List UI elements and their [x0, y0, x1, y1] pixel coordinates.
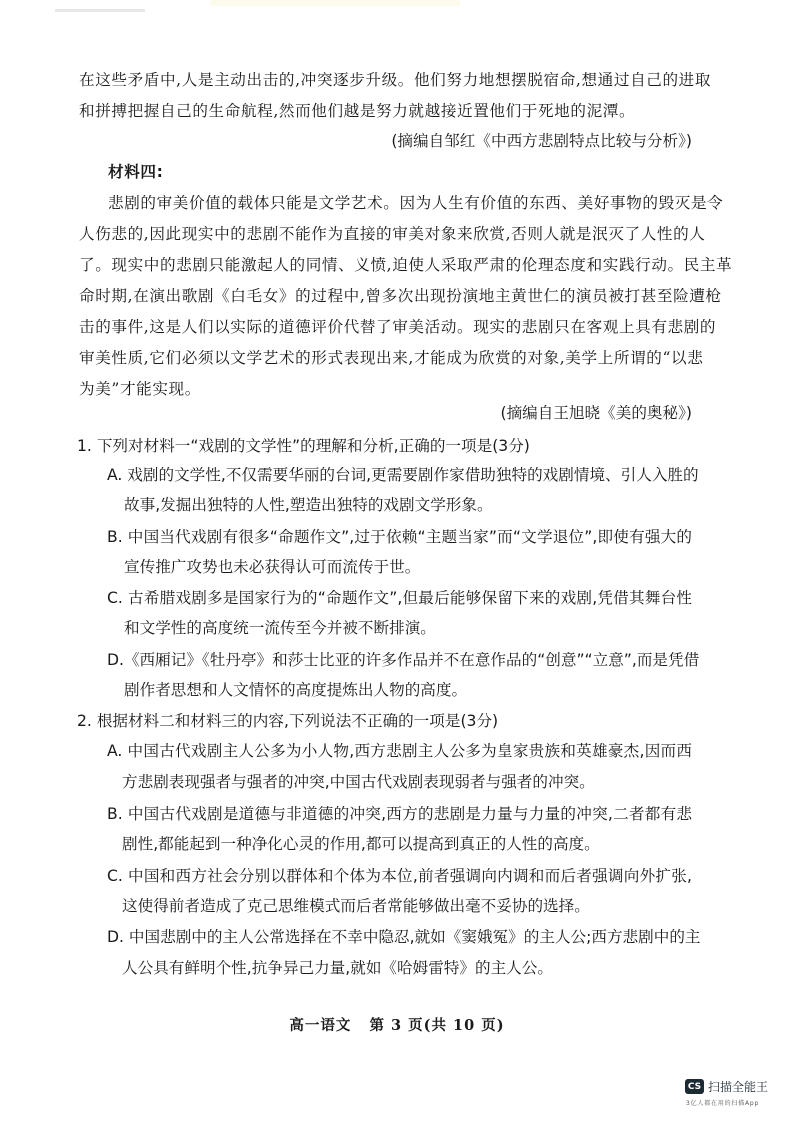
option-d: D.《西厢记》《牡丹亭》和莎士比亚的许多作品并不在意作品的“创意”“立意”,而是凭借 — [107, 651, 700, 669]
option-b: B. 中国当代戏剧有很多“命题作文”,过于依赖“主题当家”而“文学退位”,即使有强大的 — [107, 528, 692, 546]
paragraph-line: 和拼搏把握自己的生命航程,然而他们越是努力就越接近置他们于死地的泥潭。 — [79, 102, 636, 120]
footer-page-number: 第 3 页(共 10 页) — [369, 1017, 505, 1034]
option-c-cont: 和文学性的高度统一流传至今并被不断排演。 — [124, 619, 436, 637]
question-stem: 2. 根据材料二和材料三的内容,下列说法不正确的一项是(3分) — [77, 712, 499, 730]
option-a-cont: 方悲剧表现强者与强者的冲突,中国古代戏剧表现弱者与强者的冲突。 — [122, 773, 595, 791]
paragraph-line: 审美性质,它们必须以文学艺术的形式表现出来,才能成为欣赏的对象,美学上所谓的“以悲 — [79, 349, 704, 367]
option-c: C. 中国和西方社会分别以群体和个体为本位,前者强调向内调和而后者强调向外扩张, — [107, 867, 692, 885]
option-c-cont: 这使得前者造成了克己思维模式而后者常能够做出毫不妥协的选择。 — [122, 897, 590, 915]
option-b: B. 中国古代戏剧是道德与非道德的冲突,西方的悲剧是力量与力量的冲突,二者都有悲 — [107, 805, 692, 823]
option-b-cont: 剧性,都能起到一种净化心灵的作用,都可以提高到真正的人性的高度。 — [122, 835, 600, 853]
camscanner-logo-icon: CS — [685, 1079, 704, 1094]
option-a: A. 中国古代戏剧主人公多为小人物,西方悲剧主人公多为皇家贵族和英雄豪杰,因而西 — [107, 742, 692, 760]
option-d-cont: 剧作者思想和人文情怀的高度提炼出人物的高度。 — [124, 681, 468, 699]
source-citation: (摘编自邹红《中西方悲剧特点比较与分析》) — [391, 132, 692, 150]
footer-subject: 高一语文 — [289, 1017, 352, 1034]
paragraph-line: 了。现实中的悲剧只能激起人的同情、义愤,迫使人采取严肃的伦理态度和实践行动。民主革 — [79, 256, 733, 274]
option-a: A. 戏剧的文学性,不仅需要华丽的台词,更需要剧作家借助独特的戏剧情境、引人入胜的 — [107, 466, 699, 484]
scanner-watermark — [685, 1078, 768, 1095]
scan-artifact — [55, 9, 145, 12]
watermark-tagline: 3亿人都在用的扫描App — [686, 1100, 760, 1107]
paragraph-line: 击的事件,这是人们以实际的道德评价代替了审美活动。现实的悲剧只在客观上具有悲剧的 — [79, 318, 717, 336]
option-d-cont: 人公具有鲜明个性,抗争异己力量,就如《哈姆雷特》的主人公。 — [122, 959, 553, 977]
watermark-name: 扫描全能王 — [708, 1080, 769, 1094]
paragraph-line: 人伤悲的,因此现实中的悲剧不能作为直接的审美对象来欣赏,否则人就是泯灭了人性的人 — [79, 225, 706, 243]
source-citation: (摘编自王旭晓《美的奥秘》) — [500, 404, 692, 422]
option-c: C. 古希腊戏剧多是国家行为的“命题作文”,但最后能够保留下来的戏剧,凭借其舞台性 — [107, 589, 692, 607]
paragraph-line: 悲剧的审美价值的载体只能是文学艺术。因为人生有价值的东西、美好事物的毁灭是令 — [108, 194, 724, 212]
page-footer — [0, 1014, 794, 1035]
option-d: D. 中国悲剧中的主人公常选择在不幸中隐忍,就如《窦娥冤》的主人公;西方悲剧中的主 — [107, 928, 701, 946]
question-stem: 1. 下列对材料一“戏剧的文学性”的理解和分析,正确的一项是(3分) — [77, 437, 530, 455]
scan-artifact — [210, 0, 460, 6]
paragraph-line: 为美”才能实现。 — [79, 380, 201, 398]
option-a-cont: 故事,发掘出独特的人性,塑造出独特的戏剧文学形象。 — [124, 496, 493, 514]
paragraph-line: 在这些矛盾中,人是主动出击的,冲突逐步升级。他们努力地想摆脱宿命,想通过自己的进取 — [79, 71, 712, 89]
option-b-cont: 宣传推广攻势也未必获得认可而流传于世。 — [124, 558, 421, 576]
paragraph-line: 命时期,在演出歌剧《白毛女》的过程中,曾多次出现扮演地主黄世仁的演员被打甚至险遭枪 — [79, 287, 722, 305]
section-heading: 材料四: — [108, 163, 164, 181]
